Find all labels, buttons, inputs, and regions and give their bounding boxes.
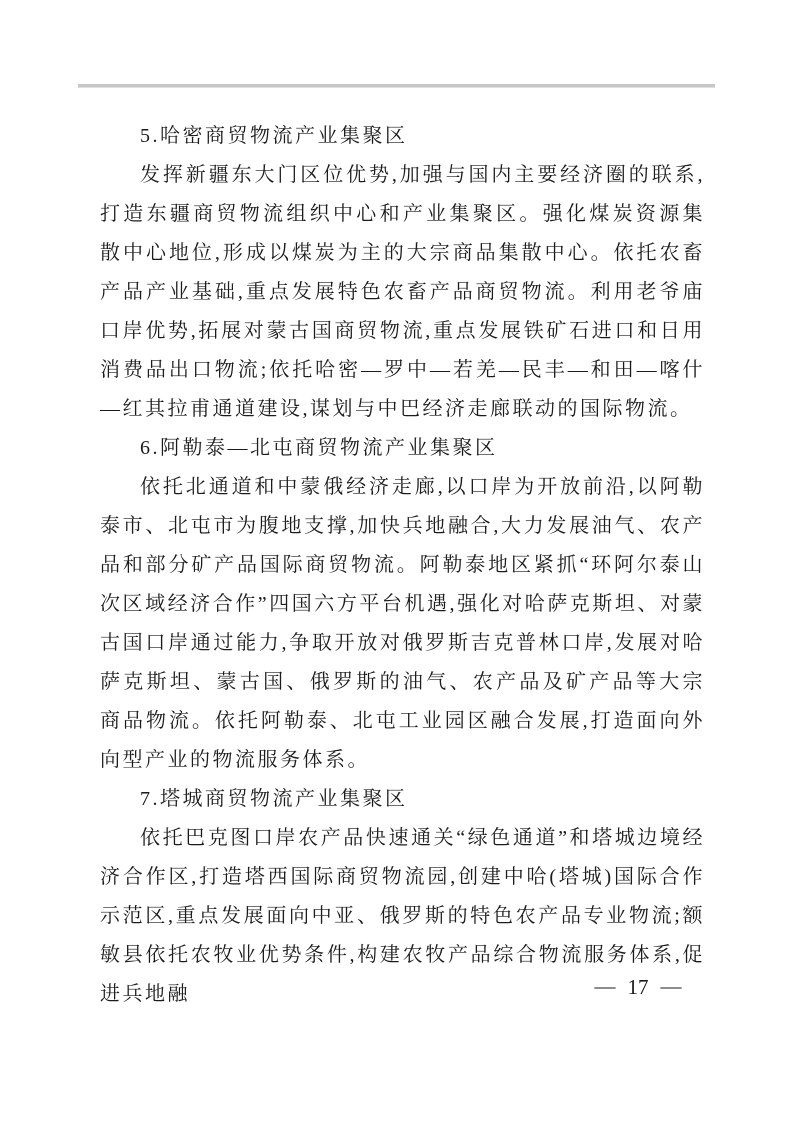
- section-paragraph-tacheng: 依托巴克图口岸农产品快速通关“绿色通道”和塔城边境经济合作区,打造塔西国际商贸物流园,创建中哈(塔城)国际合作示范区,重点发展面向中亚、俄罗斯的特色农产品专业物流;额敏县依托农牧业优势条件,构建农牧产品综合物流服务体系,促进兵地融: [100, 827, 705, 1005]
- section-heading-hami: 5.哈密商贸物流产业集聚区: [140, 125, 408, 147]
- footer-right-dash: —: [660, 973, 682, 998]
- section-heading-altay-beitun: 6.阿勒泰—北屯商贸物流产业集聚区: [140, 437, 498, 459]
- section-paragraph-altay-beitun: 依托北通道和中蒙俄经济走廊,以口岸为开放前沿,以阿勒泰市、北屯市为腹地支撑,加快兵地融合,大力发展油气、农产品和部分矿产品国际商贸物流。阿勒泰地区紧抓“环阿尔泰山次区域经济合作”四国六方平台机遇,强化对哈萨克斯坦、对蒙古国口岸通过能力,争取开放对俄罗斯吉克普林口岸,发展对哈萨克斯坦、蒙古国、俄罗斯的油气、农产品及矿产品等大宗商品物流。依托阿勒泰、北屯工业园区融合发展,打造面向外向型产业的物流服务体系。: [100, 476, 705, 771]
- page-number: 17: [627, 974, 649, 999]
- section-paragraph-hami: 发挥新疆东大门区位优势,加强与国内主要经济圈的联系,打造东疆商贸物流组织中心和产业集聚区。强化煤炭资源集散中心地位,形成以煤炭为主的大宗商品集散中心。依托农畜产品产业基础,重点发展特色农畜产品商贸物流。利用老爷庙口岸优势,拓展对蒙古国商贸物流,重点发展铁矿石进口和日用消费品出口物流;依托哈密—罗中—若羌—民丰—和田—喀什—红其拉甫通道建设,谋划与中巴经济走廊联动的国际物流。: [100, 164, 705, 420]
- section-heading-tacheng: 7.塔城商贸物流产业集聚区: [140, 788, 408, 810]
- document-content: [100, 117, 705, 1014]
- header-divider-rule: [78, 84, 715, 88]
- page-footer: [583, 971, 693, 1003]
- footer-left-dash: —: [594, 973, 616, 998]
